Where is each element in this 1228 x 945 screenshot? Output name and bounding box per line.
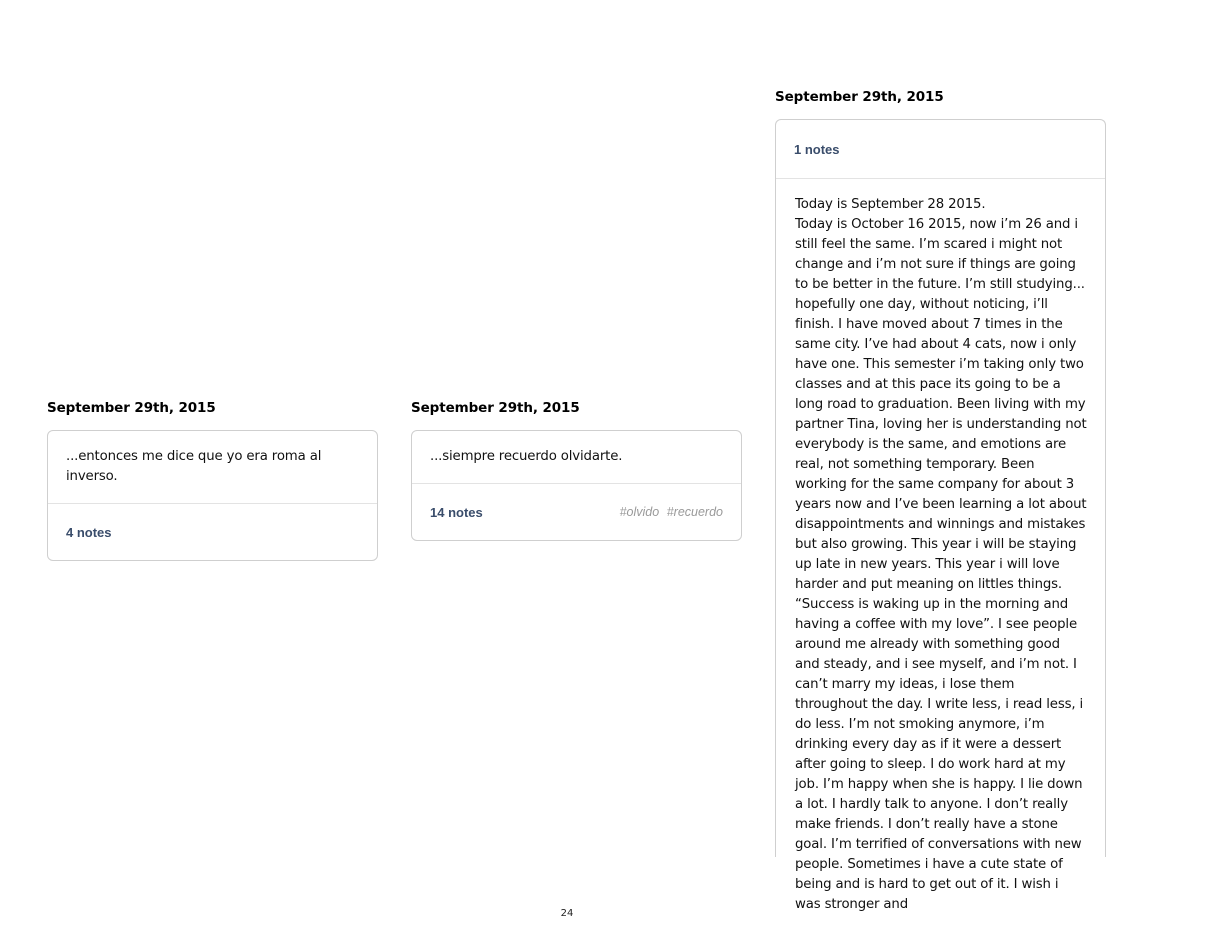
- post-today: [775, 87, 1106, 912]
- post-text-line: Today is September 28 2015.: [795, 197, 986, 212]
- post-card: [411, 430, 742, 541]
- post-tags: [620, 505, 723, 519]
- post-footer: [48, 503, 377, 560]
- post-notes-header: [776, 120, 1105, 179]
- post-entonces: [47, 398, 378, 561]
- post-text: [412, 431, 741, 483]
- post-date: September 29th, 2015: [775, 89, 944, 105]
- notes-count-link[interactable]: 14 notes: [430, 504, 483, 520]
- tag-link-olvido[interactable]: #olvido: [619, 505, 660, 519]
- post-card: [47, 430, 378, 561]
- post-date: September 29th, 2015: [47, 400, 216, 416]
- post-text-line: ...siempre recuerdo olvidarte.: [430, 449, 623, 464]
- post-date: September 29th, 2015: [411, 400, 580, 416]
- post-footer: [412, 483, 741, 540]
- post-siempre: [411, 398, 742, 541]
- post-text: [776, 179, 1105, 915]
- notes-count-link[interactable]: 1 notes: [794, 141, 840, 157]
- tag-link-recuerdo[interactable]: #recuerdo: [666, 505, 723, 519]
- page-number: 24: [560, 908, 574, 919]
- post-text: [48, 431, 377, 503]
- notes-count-link[interactable]: 4 notes: [66, 524, 112, 540]
- post-text-line: ...entonces me dice que yo era roma al inverso.: [66, 449, 322, 484]
- post-text-paragraph: Today is October 16 2015, now i’m 26 and i still feel the same. I’m scared i might not change and i’m not sure if things are going to be better in the future. I’m still studying... hopefully one day, without noticing, i’ll finish. I have moved about 7 times in the same city. I’ve had about 4 cats, now i only have one. This semester i’m taking only two classes and at this pace its going to be a long road to graduation. Been living with my partner Tina, loving her is understanding not everybody is the same, and emotions are real, not something temporary. Been working for the same company for about 3 years now and I’ve been learning a lot about disappointments and winnings and mistakes but also growing. This year i will be staying up late in new years. This year i will love harder and put meaning on littles things. “Success is waking up in the morning and having a coffee with my love”. I see people around me already with something good and steady, and i see myself, and i’m not. I can’t marry my ideas, i lose them throughout the day. I write less, i read less, i do less. I’m not smoking anymore, i’m drinking every day as if it were a dessert after going to sleep. I do work hard at my job. I’m happy when she is happy. I lie down a lot. I hardly talk to anyone. I don’t really make friends. I don’t really have a stone goal. I’m terrified of conversations with new people. Sometimes i have a cute state of being and is hard to get out of it. I wish i was stronger and: [795, 217, 1087, 912]
- post-card: [775, 119, 1106, 912]
